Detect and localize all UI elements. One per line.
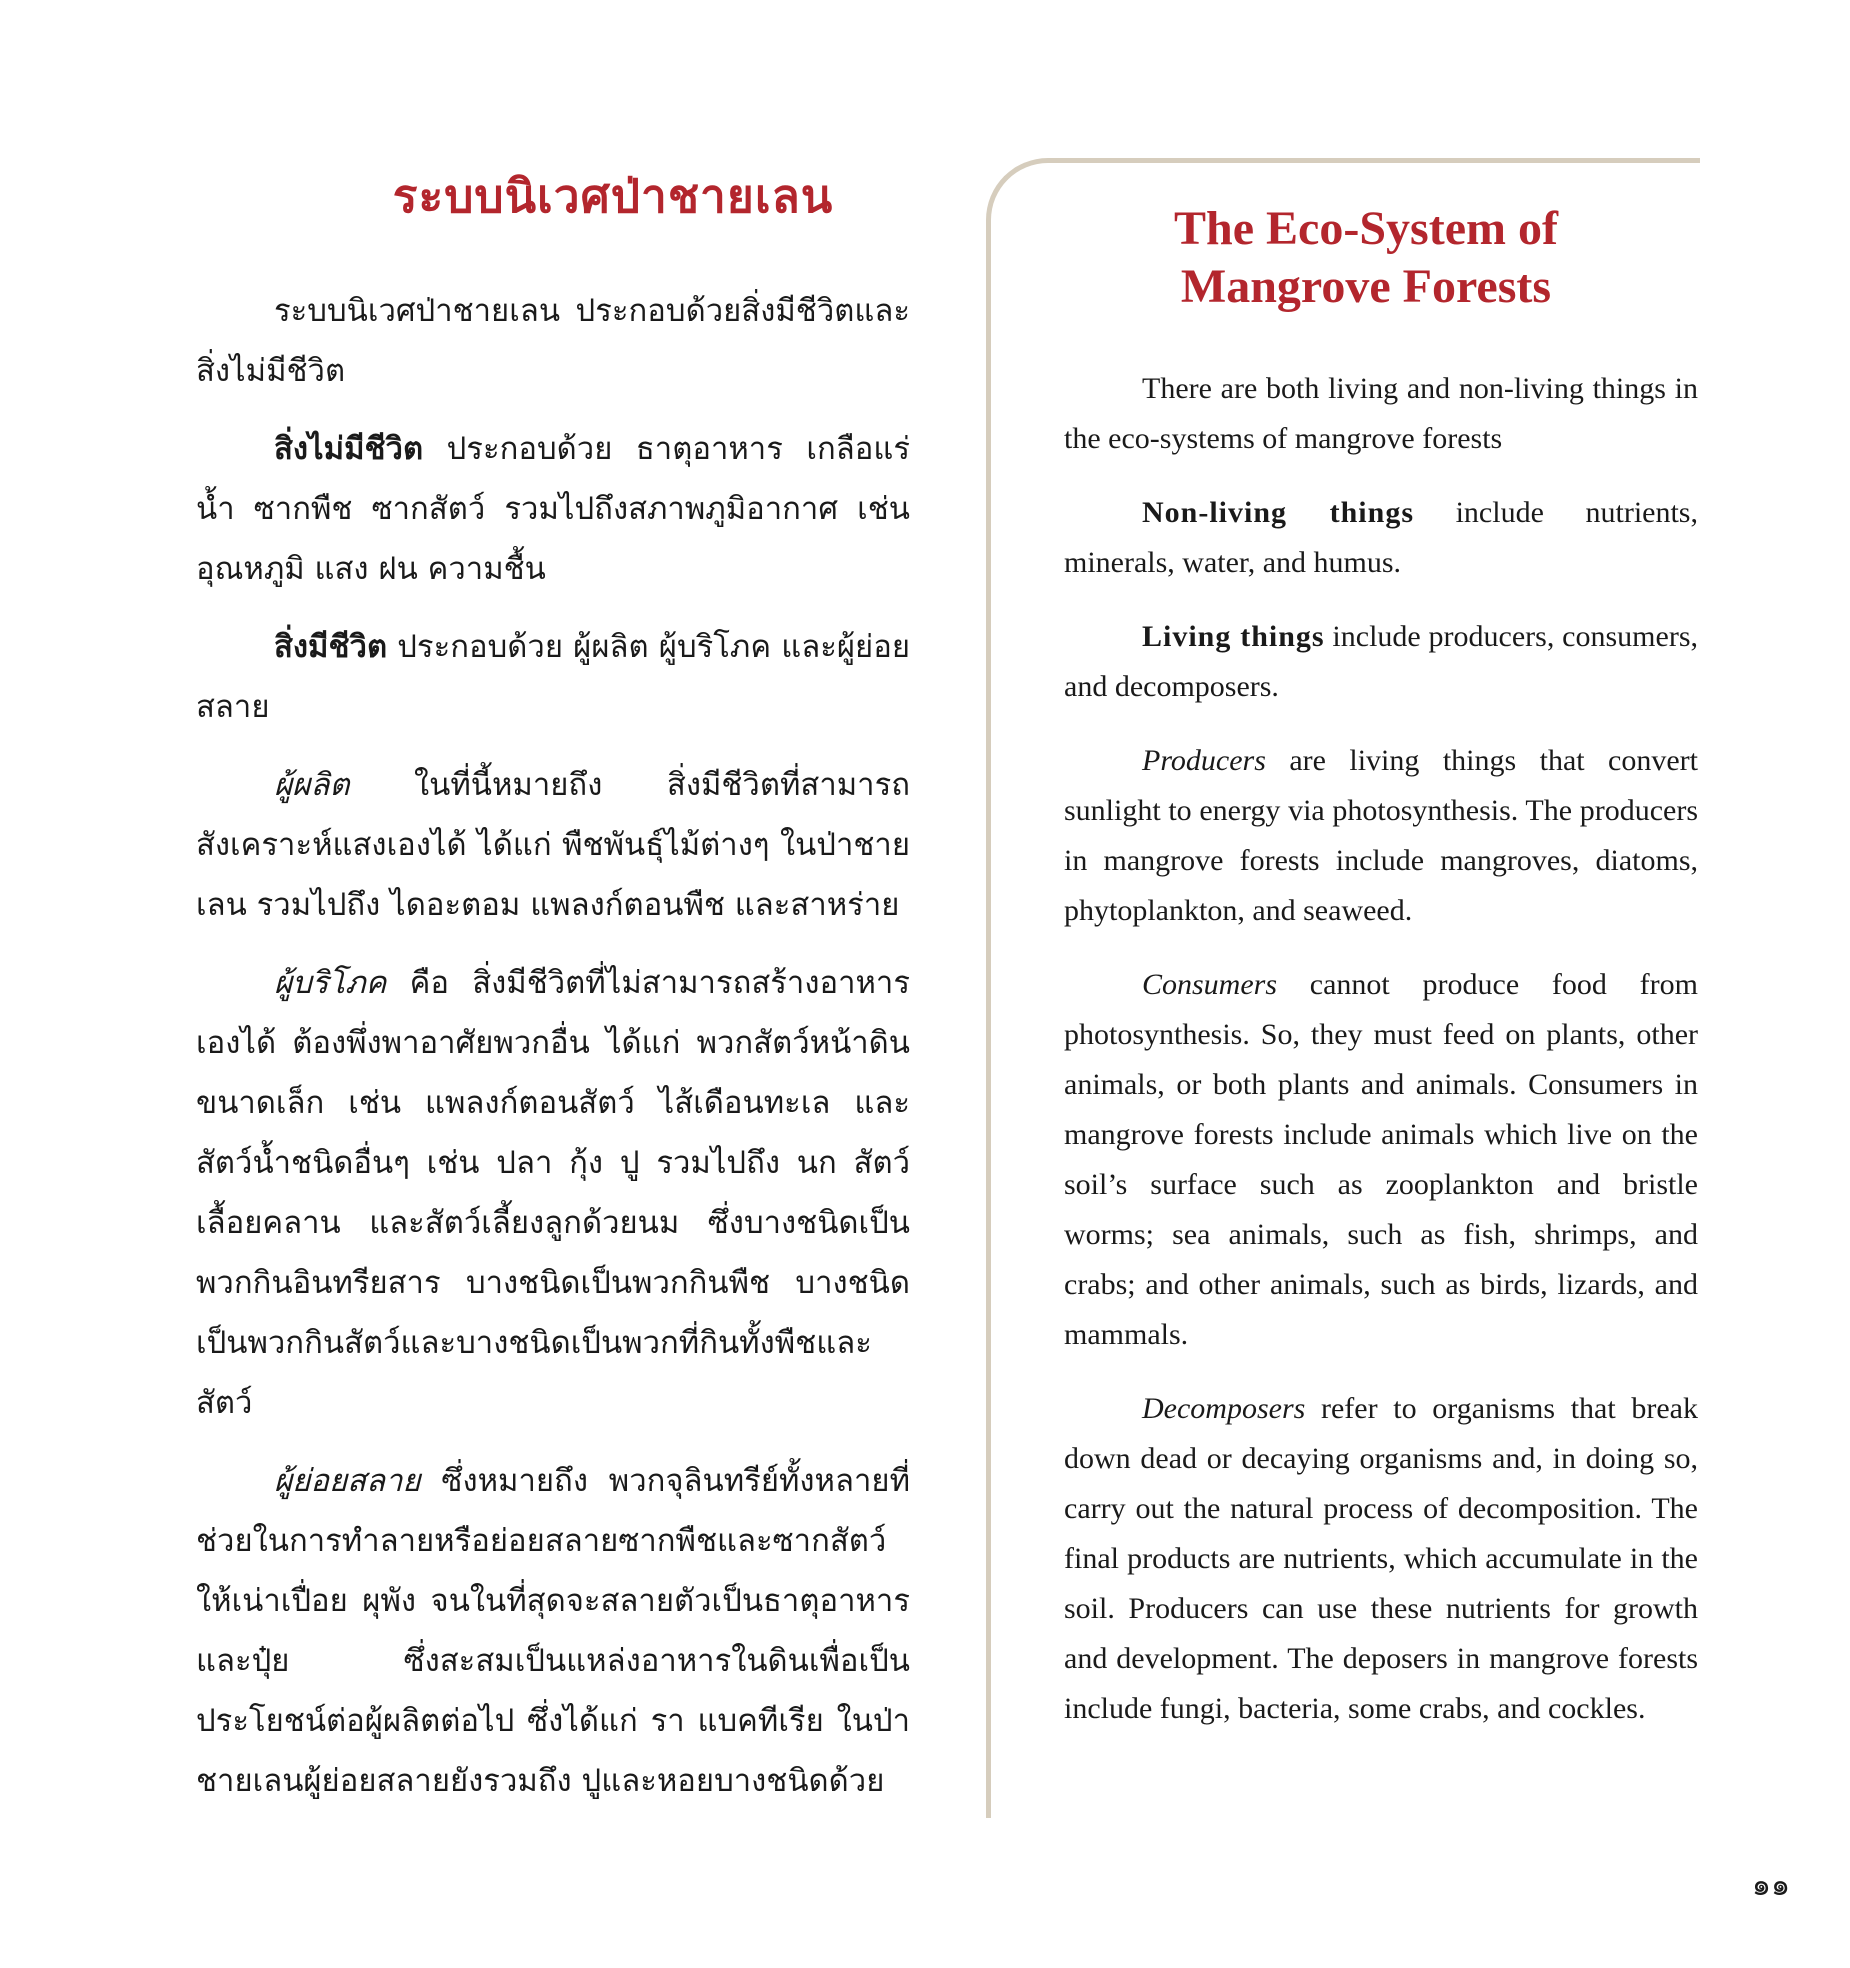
english-nonliving-term: Non-living things (1142, 496, 1414, 529)
thai-producers-term: ผู้ผลิต (274, 767, 350, 803)
english-decomposers-term: Decomposers (1142, 1392, 1306, 1425)
thai-living-text: ประกอบด้วย ผู้ผลิต ผู้บริโภค และผู้ย่อยสลาย (196, 629, 910, 725)
thai-nonliving-paragraph (196, 419, 910, 599)
english-title-line2: Mangrove Forests (1180, 260, 1552, 313)
english-nonliving-paragraph (1064, 488, 1698, 588)
thai-column (196, 160, 910, 1829)
thai-intro: ระบบนิเวศป่าชายเลน ประกอบด้วยสิ่งมีชีวิตและสิ่งไม่มีชีวิต (196, 293, 910, 389)
thai-producers-text: ในที่นี้หมายถึง สิ่งมีชีวิตที่สามารถสังเคราะห์แสงเองได้ ได้แก่ พืชพันธุ์ไม้ต่างๆ ในป่าชายเลน รวมไปถึง ไดอะตอม แพลงก์ตอนพืช และสาหร่าย (196, 767, 910, 923)
english-consumers-text: cannot produce food from photosynthesis. So, they must feed on plants, other animals, or both plants and animals. Consumers in mangrove forests include animals which live on the soil’s surface such as zooplankton and bristle worms; sea animals, such as fish, shrimps, and crabs; and other animals, such as birds, lizards, and mammals. (1064, 968, 1698, 1351)
thai-producers-paragraph (196, 755, 910, 935)
thai-living-term: สิ่งมีชีวิต (274, 629, 388, 665)
english-producers-paragraph (1064, 736, 1698, 936)
english-living-paragraph (1064, 612, 1698, 712)
thai-nonliving-term: สิ่งไม่มีชีวิต (274, 431, 424, 467)
english-title (1064, 200, 1698, 316)
english-intro: There are both living and non-living things in the eco-systems of mangrove forests (1064, 372, 1698, 455)
english-title-line1: The Eco-System of (1174, 202, 1558, 255)
english-living-text: include producers, consumers, and decomposers. (1064, 620, 1698, 703)
english-decomposers-text: refer to organisms that break down dead or decaying organisms and, in doing so, carry out the natural process of decomposition. The final products are nutrients, which accumulate in the soil. Producers can use these nutrients for growth and development. The deposers in mangrove forests include fungi, bacteria, some crabs, and cockles. (1064, 1392, 1698, 1725)
english-column (1064, 200, 1698, 1758)
thai-nonliving-text: ประกอบด้วย ธาตุอาหาร เกลือแร่ น้ำ ซากพืช ซากสัตว์ รวมไปถึงสภาพภูมิอากาศ เช่น อุณหภูมิ แสง ฝน ความชื้น (196, 431, 910, 587)
thai-consumers-paragraph (196, 953, 910, 1433)
english-producers-text: are living things that convert sunlight to energy via photosynthesis. The producers in mangrove forests include mangroves, diatoms, phytoplankton, and seaweed. (1064, 744, 1698, 927)
thai-living-paragraph (196, 617, 910, 737)
thai-decomposers-term: ผู้ย่อยสลาย (274, 1463, 421, 1499)
thai-decomposers-paragraph (196, 1451, 910, 1811)
thai-consumers-term: ผู้บริโภค (274, 965, 387, 1001)
english-decomposers-paragraph (1064, 1384, 1698, 1734)
english-living-term: Living things (1142, 620, 1325, 653)
english-nonliving-text: include nutrients, minerals, water, and humus. (1064, 496, 1698, 579)
english-consumers-paragraph (1064, 960, 1698, 1360)
thai-decomposers-text: ซึ่งหมายถึง พวกจุลินทรีย์ทั้งหลายที่ช่วยในการทำลายหรือย่อยสลายซากพืชและซากสัตว์ให้เน่าเปื่อย ผุพัง จนในที่สุดจะสลายตัวเป็นธาตุอาหารและปุ๋ย ซึ่งสะสมเป็นแหล่งอาหารในดินเพื่อเป็นประโยชน์ต่อผู้ผลิตต่อไป ซึ่งได้แก่ รา แบคทีเรีย ในป่าชายเลนผู้ย่อยสลายยังรวมถึง ปูและหอยบางชนิดด้วย (196, 1463, 910, 1799)
english-consumers-term: Consumers (1142, 968, 1278, 1001)
thai-consumers-text: คือ สิ่งมีชีวิตที่ไม่สามารถสร้างอาหารเองได้ ต้องพึ่งพาอาศัยพวกอื่น ได้แก่ พวกสัตว์หน้าดินขนาดเล็ก เช่น แพลงก์ตอนสัตว์ ไส้เดือนทะเล และสัตว์น้ำชนิดอื่นๆ เช่น ปลา กุ้ง ปู รวมไปถึง นก สัตว์เลื้อยคลาน และสัตว์เลี้ยงลูกด้วยนม ซึ่งบางชนิดเป็นพวกกินอินทรียสาร บางชนิดเป็นพวกกินพืช บางชนิดเป็นพวกกินสัตว์และบางชนิดเป็นพวกที่กินทั้งพืชและสัตว์ (196, 965, 910, 1421)
english-producers-term: Producers (1142, 744, 1266, 777)
page-number: ๑๑ (1751, 1868, 1790, 1903)
thai-title: ระบบนิเวศป่าชายเลน (392, 169, 834, 223)
